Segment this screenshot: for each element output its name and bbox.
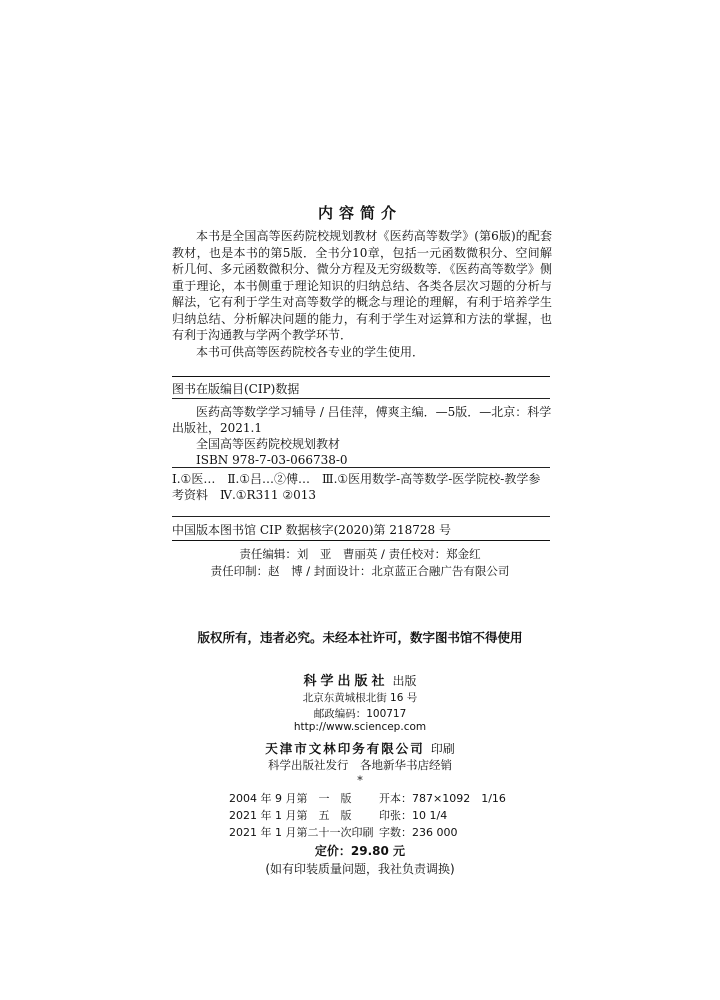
price: 定价：29.80 元 bbox=[314, 844, 406, 858]
publisher-address: 北京东黄城根北街 16 号 bbox=[302, 692, 418, 704]
summary-title: 内容简介 bbox=[317, 204, 402, 222]
cip-top-rule bbox=[172, 376, 550, 377]
cip-record-number: 中国版本图书馆 CIP 数据核字(2020)第 218728 号 bbox=[172, 523, 451, 537]
summary-text bbox=[172, 228, 552, 360]
cip-heading: 图书在版编目(CIP)数据 bbox=[172, 382, 300, 396]
edition-row bbox=[229, 824, 458, 840]
distribution-line: 科学出版社发行 各地新华书店经销 bbox=[268, 758, 452, 772]
cip-heading-rule bbox=[172, 398, 550, 399]
edition-date: 2021 年 1 月第 五 版 bbox=[229, 809, 352, 822]
printer-name: 天津市文林印务有限公司 bbox=[265, 741, 425, 756]
cip-class-rule bbox=[172, 516, 550, 517]
edition-date: 2021 年 1 月第二十一次印刷 bbox=[229, 826, 374, 839]
cip-series: 全国高等医药院校规划教材 bbox=[196, 437, 341, 451]
cip-entry-block bbox=[172, 404, 552, 468]
printer-line bbox=[0, 739, 720, 757]
cip-isbn-rule bbox=[172, 467, 550, 468]
publisher-name: 科学出版社 bbox=[303, 674, 389, 689]
edition-spec: 开本：787×1092 1/16 bbox=[379, 792, 506, 805]
summary-paragraph-1: 本书是全国高等医药院校规划教材《医药高等数学》(第6版)的配套教材，也是本书的第5版．全书分10章，包括一元函数微积分、空间解析几何、多元函数微积分、微分方程及无穷级数等．《医药高等数学》侧重于理论，本书侧重于理论知识的归纳总结、各类各层次习题的分析与解法，它有利于学生对高等数学的概念与理论的理解，有利于培养学生归纳总结、分析解决问题的能力，有利于学生对运算和方法的掌握，也有利于沟通教与学两个教学环节． bbox=[172, 229, 552, 342]
edition-spec: 印张：10 1/4 bbox=[379, 809, 448, 822]
edition-row bbox=[229, 807, 447, 823]
cip-entry: 医药高等数学学习辅导 / 吕佳萍，傅爽主编．—5版．—北京：科学出版社，2021.1 bbox=[172, 405, 552, 435]
cip-classification: Ⅰ.①医… Ⅱ.①吕…②傅… Ⅲ.①医用数学-高等数学-医学院校-教学参考资料 Ⅳ.①R311 ②013 bbox=[172, 472, 541, 502]
editor-credits: 责任编辑：刘 亚 曹丽英 / 责任校对：郑金红 bbox=[239, 547, 481, 561]
cip-bottom-rule bbox=[172, 540, 550, 541]
cip-isbn: ISBN 978-7-03-066738-0 bbox=[196, 453, 348, 467]
production-credits: 责任印制：赵 博 / 封面设计：北京蓝正合融广告有限公司 bbox=[210, 564, 510, 578]
publisher-line bbox=[0, 670, 720, 689]
edition-row bbox=[229, 790, 506, 806]
copyright-notice: 版权所有，违者必究。未经本社许可，数字图书馆不得使用 bbox=[197, 630, 523, 645]
edition-date: 2004 年 9 月第 一 版 bbox=[229, 792, 352, 805]
publisher-zip: 邮政编码：100717 bbox=[313, 708, 407, 720]
quality-note: (如有印装质量问题，我社负责调换) bbox=[265, 862, 455, 876]
printer-suffix: 印刷 bbox=[430, 742, 455, 756]
edition-spec: 字数：236 000 bbox=[379, 826, 458, 839]
publisher-suffix: 出版 bbox=[392, 674, 417, 688]
summary-paragraph-2: 本书可供高等医药院校各专业的学生使用． bbox=[196, 344, 425, 359]
separator-star: * bbox=[357, 774, 363, 787]
publisher-url: http://www.sciencep.com bbox=[293, 721, 427, 733]
